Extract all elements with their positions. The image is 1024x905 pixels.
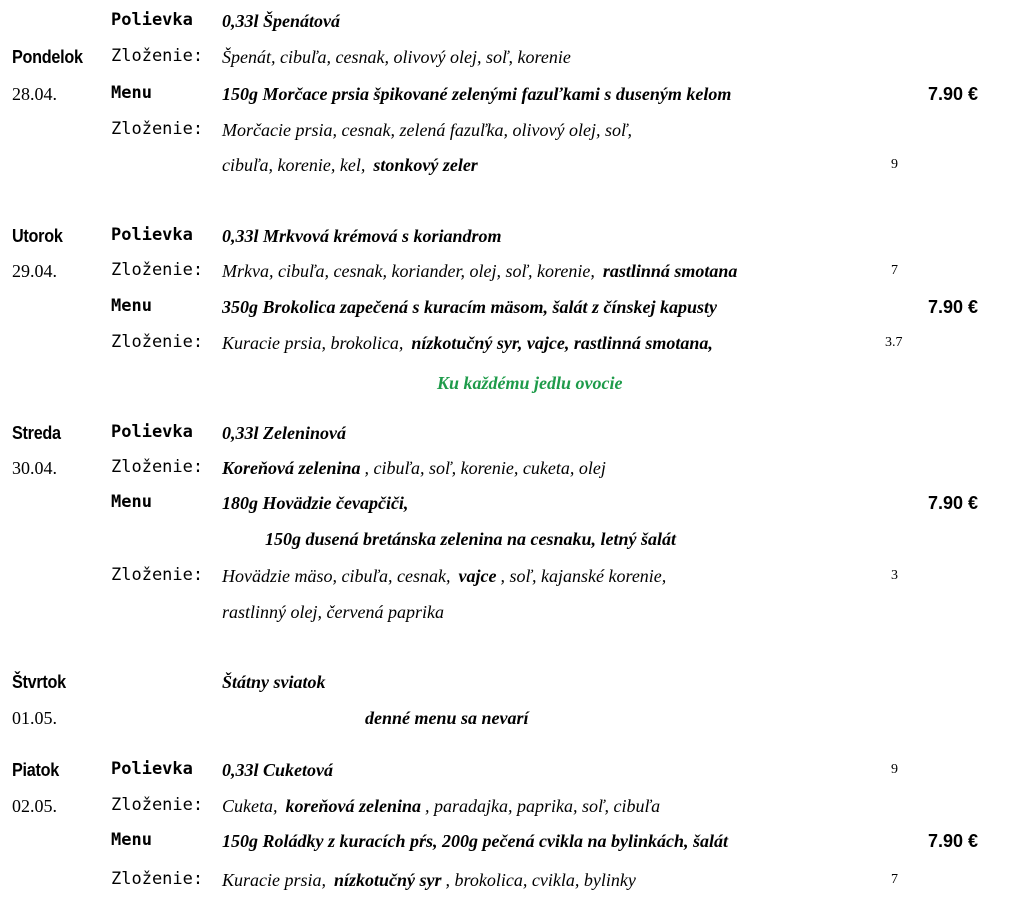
allergens: 3.7 <box>885 335 903 350</box>
menu-name: 180g Hovädzie čevapčiči, <box>222 493 409 513</box>
soup-name: 0,33l Mrkvová krémová s koriandrom <box>222 226 502 246</box>
price: 7.90 € <box>928 493 979 513</box>
soup-ingredients: Mrkva, cibuľa, cesnak, koriander, olej, soľ, korenie, rastlinná smotana <box>222 261 738 281</box>
ingredients-label: Zloženie: <box>111 119 204 139</box>
allergens: 7 <box>891 872 898 887</box>
soup-ingredients: Cuketa, koreňová zelenina , paradajka, paprika, soľ, cibuľa <box>222 796 661 816</box>
day-name: Piatok <box>12 760 59 780</box>
menu-ingredients: Hovädzie mäso, cibuľa, cesnak, vajce , soľ, kajanské korenie, <box>222 566 667 586</box>
menu-ingredients: Kuracie prsia, brokolica, nízkotučný syr, vajce, rastlinná smotana, <box>222 333 713 353</box>
menu-name: 350g Brokolica zapečená s kuracím mäsom, šalát z čínskej kapusty <box>222 297 718 317</box>
holiday-note: denné menu sa nevarí <box>365 708 529 728</box>
menu-ingredients: Kuracie prsia, nízkotučný syr , brokolica, cvikla, bylinky <box>222 870 636 890</box>
soup-ingredients: Koreňová zelenina , cibuľa, soľ, korenie, cuketa, olej <box>222 458 606 478</box>
day-date: 30.04. <box>12 458 57 478</box>
day-name: Štvrtok <box>12 672 66 692</box>
day-date: 29.04. <box>12 261 57 281</box>
price: 7.90 € <box>928 297 979 317</box>
day-name: Streda <box>12 423 61 443</box>
menu-ingredients-line2: cibuľa, korenie, kel, stonkový zeler <box>222 155 478 175</box>
day-name: Utorok <box>12 226 63 246</box>
ingredients-label: Zloženie: <box>111 795 204 815</box>
ingredients-label: Zloženie: <box>111 332 204 352</box>
holiday-name: Štátny sviatok <box>222 672 326 692</box>
allergens: 3 <box>891 568 898 583</box>
soup-name: 0,33l Špenátová <box>222 11 341 31</box>
price: 7.90 € <box>928 831 979 851</box>
allergens: 9 <box>891 762 898 777</box>
soup-label: Polievka <box>111 422 193 442</box>
menu-ingredients-line2: rastlinný olej, červená paprika <box>222 602 444 622</box>
ingredients-label: Zloženie: <box>111 869 204 889</box>
menu-name: 150g Morčace prsia špikované zelenými fazuľkami s duseným kelom <box>222 84 732 104</box>
ingredients-label: Zloženie: <box>111 565 204 585</box>
menu-label: Menu <box>111 296 152 316</box>
soup-name: 0,33l Cuketová <box>222 760 333 780</box>
ingredients-label: Zloženie: <box>111 457 204 477</box>
menu-label: Menu <box>111 492 152 512</box>
menu-ingredients: Morčacie prsia, cesnak, zelená fazuľka, olivový olej, soľ, <box>222 120 632 140</box>
soup-ingredients: Špenát, cibuľa, cesnak, olivový olej, soľ, korenie <box>222 47 571 67</box>
soup-label: Polievka <box>111 225 193 245</box>
price: 7.90 € <box>928 84 979 104</box>
allergens: 7 <box>891 263 898 278</box>
soup-name: 0,33l Zeleninová <box>222 423 346 443</box>
menu-label: Menu <box>111 830 152 850</box>
menu-name: 150g Roládky z kuracích pŕs, 200g pečená cvikla na bylinkách, šalát <box>222 831 728 851</box>
ingredients-label: Zloženie: <box>111 46 204 66</box>
allergens: 9 <box>891 157 898 172</box>
soup-label: Polievka <box>111 759 193 779</box>
menu-name-line2: 150g dusená bretánska zelenina na cesnaku, letný šalát <box>265 529 677 549</box>
menu-label: Menu <box>111 83 152 103</box>
day-date: 02.05. <box>12 796 57 816</box>
ingredients-label: Zloženie: <box>111 260 204 280</box>
day-date: 28.04. <box>12 84 57 104</box>
day-name: Pondelok <box>12 47 83 67</box>
fruit-note: Ku každému jedlu ovocie <box>437 373 623 393</box>
day-date: 01.05. <box>12 708 57 728</box>
soup-label: Polievka <box>111 10 193 30</box>
